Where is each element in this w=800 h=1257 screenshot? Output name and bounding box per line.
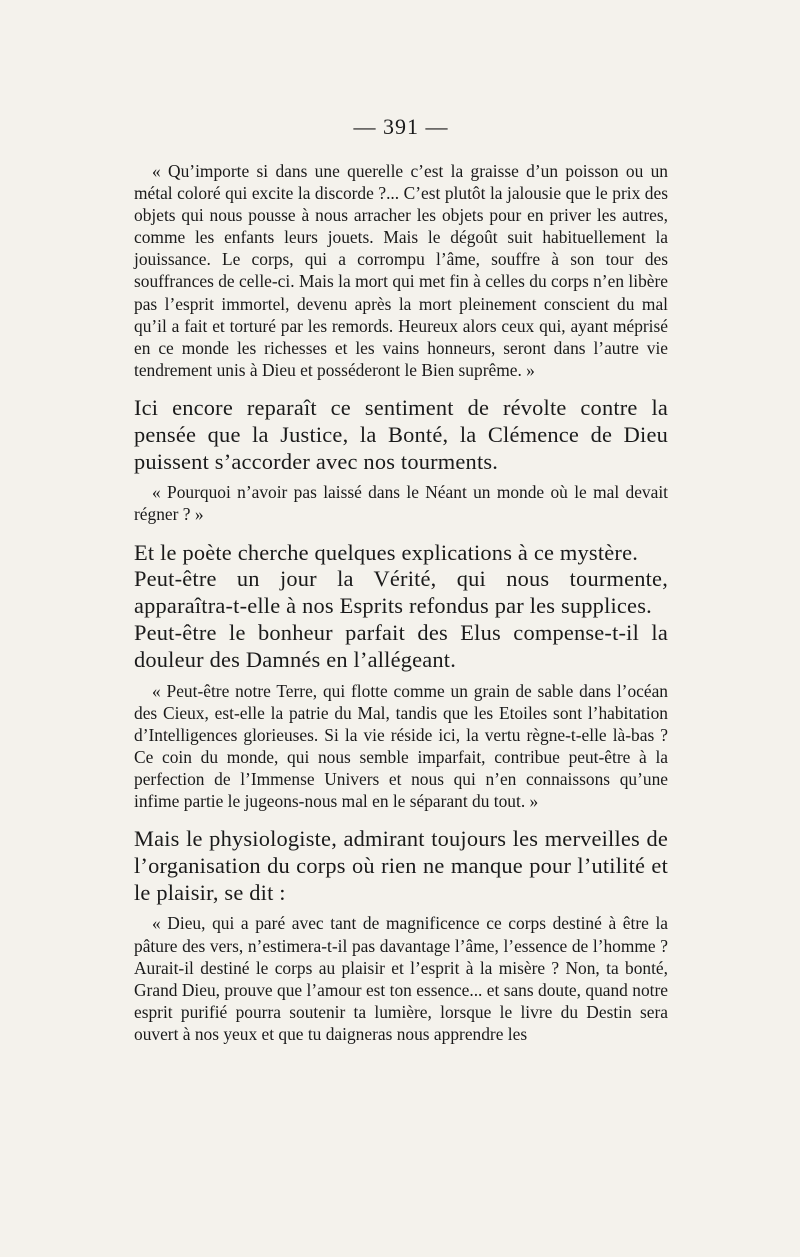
body-paragraph-1: Ici encore reparaît ce sentiment de révolte contre la pensée que la Justice, la Bonté, la Clémence de Dieu puissent s’accorder avec nos tourments. (134, 394, 668, 474)
body-paragraph-2: Et le poète cherche quelques explications à ce mystère. (134, 539, 638, 565)
page-number: — 391 — (353, 114, 449, 139)
quote-paragraph-4: « Dieu, qui a paré avec tant de magnificence ce corps destiné à être la pâture des vers, n’estimera-t-il pas davantage l’âme, l’essence de l’homme ? Aurait-il destiné le corps au plaisir et l’esprit à la misère ? Non, ta bonté, Grand Dieu, prouve que l’amour est ton essence... et sans doute, quand notre esprit purifié pourra soutenir ta lumière, lorsque le livre du Destin sera ouvert à nos yeux et que tu daigneras nous apprendre les (134, 913, 668, 1044)
quote-paragraph-2: « Pourquoi n’avoir pas laissé dans le Néant un monde où le mal devait régner ? » (134, 482, 668, 525)
body-paragraph-3: Peut-être un jour la Vérité, qui nous tourmente, apparaîtra-t-elle à nos Esprits refondus par les supplices. (134, 566, 668, 619)
body-paragraph-4: Peut-être le bonheur parfait des Elus compense-t-il la douleur des Damnés en l’allégeant. (134, 619, 668, 672)
body-paragraph-5: Mais le physiologiste, admirant toujours les merveilles de l’organisation du corps où rien ne manque pour l’utilité et le plaisir, se dit : (134, 826, 668, 905)
quote-paragraph-3: « Peut-être notre Terre, qui flotte comme un grain de sable dans l’océan des Cieux, est-elle la patrie du Mal, tandis que les Etoiles sont l’habitation d’Intelligences glorieuses. Si la vie réside ici, la vertu règne-t-elle là-bas ? Ce coin du monde, qui nous semble imparfait, contribue peut-être à la perfection de l’Immense Univers et nous qui n’en connaissons qu’une infime partie le jugeons-nous mal en le séparant du tout. » (134, 680, 668, 811)
quote-paragraph-1: « Qu’importe si dans une querelle c’est la graisse d’un poisson ou un métal coloré qui excite la discorde ?... C’est plutôt la jalousie que le prix des objets qui nous pousse à nous arracher les objets pour en priver les autres, comme les enfants leurs jouets. Mais le dégoût suit habituellement la jouissance. Le corps, qui a corrompu l’âme, souffre à son tour des souffrances de celle-ci. Mais la mort qui met fin à celles du corps n’en libère pas l’esprit immortel, devenu après la mort pleinement conscient du mal qu’il a fait et torturé par les remords. Heureux alors ceux qui, ayant méprisé en ce monde les richesses et les vains honneurs, seront dans l’autre vie tendrement unis à Dieu et posséderont le Bien suprême. » (134, 161, 668, 380)
